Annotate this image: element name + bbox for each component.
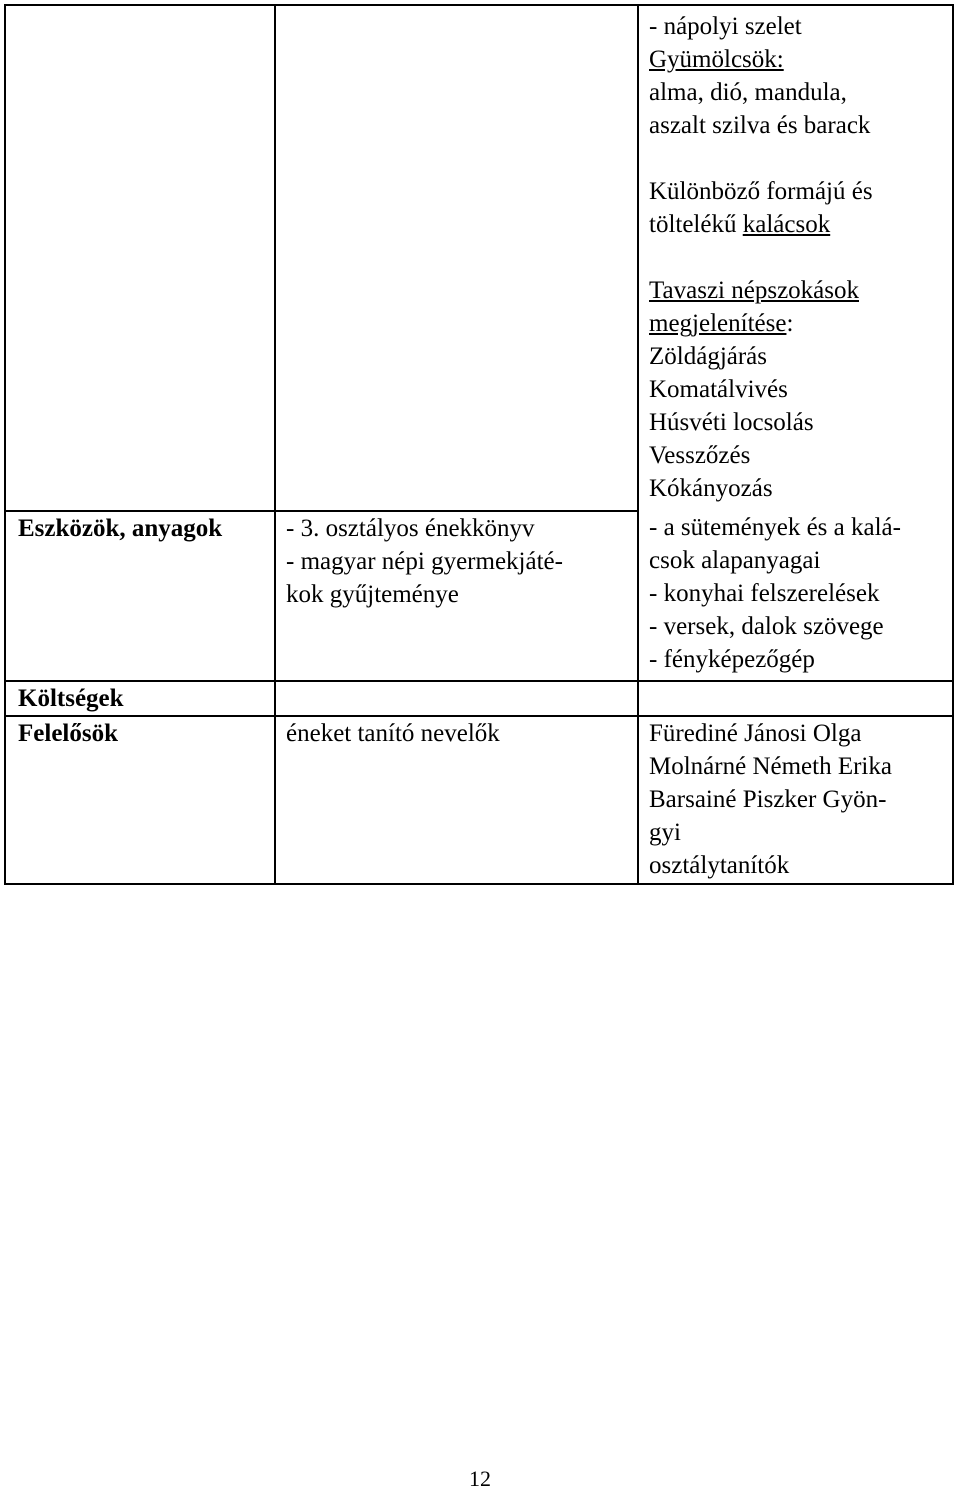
responsible-col2-cell — [275, 716, 638, 884]
responsible-person-2: Molnárné Németh Erika — [649, 753, 892, 780]
responsible-label: Felelősök — [18, 720, 118, 747]
cakes-line-2 — [649, 208, 948, 241]
tools-songbook: - 3. osztályos énekkönyv — [286, 515, 535, 542]
fruits-line-1: alma, dió, mandula, — [649, 79, 847, 106]
top-row-col3-cell — [638, 5, 953, 511]
tools-games-line-2: kok gyűjteménye — [286, 581, 459, 608]
costs-label-cell — [5, 681, 275, 716]
table-row-top — [5, 5, 953, 511]
cakes-line-1: Különböző formájú és — [649, 178, 873, 205]
top-row-label-cell — [5, 5, 275, 511]
responsible-label-cell — [5, 716, 275, 884]
fruits-line-2: aszalt szilva és barack — [649, 112, 871, 139]
tools-label: Eszközök, anyagok — [18, 515, 223, 542]
program-table — [4, 4, 954, 885]
tools-poems: - versek, dalok szövege — [649, 613, 884, 640]
responsible-class-teachers: osztálytanítók — [649, 852, 790, 879]
responsible-person-3-line-2: gyi — [649, 819, 681, 846]
custom-vesszozes: Vesszőzés — [649, 442, 751, 469]
tools-ingredients-line-1: - a sütemények és a kalá- — [649, 514, 901, 541]
costs-col3-cell — [638, 681, 953, 716]
custom-zoldagjaras: Zöldágjárás — [649, 343, 768, 370]
table-row-costs — [5, 681, 953, 716]
fruits-heading: Gyümölcsök: — [649, 46, 784, 73]
item-napolyi: - nápolyi szelet — [649, 13, 802, 40]
custom-komatalvives: Komatálvivés — [649, 376, 788, 403]
responsible-person-3-line-1: Barsainé Piszker Gyön- — [649, 786, 887, 813]
tools-kitchen: - konyhai felszerelések — [649, 580, 880, 607]
custom-husveti-locsolas: Húsvéti locsolás — [649, 409, 814, 436]
tools-label-cell — [5, 511, 275, 681]
tools-games-line-1: - magyar népi gyermekjáté- — [286, 548, 563, 575]
responsible-teachers: éneket tanító nevelők — [286, 720, 500, 747]
customs-heading-2 — [649, 307, 948, 340]
page-number: 12 — [469, 1466, 491, 1491]
customs-heading-2-text: megjelenítése — [649, 310, 787, 337]
custom-kokanyozas: Kókányozás — [649, 475, 773, 502]
tools-col3-cell — [638, 511, 953, 681]
table-row-responsible — [5, 716, 953, 884]
tools-col2-cell — [275, 511, 638, 681]
top-row-col2-cell — [275, 5, 638, 511]
costs-col2-cell — [275, 681, 638, 716]
tools-camera: - fényképezőgép — [649, 646, 815, 673]
tools-ingredients-line-2: csok alapanyagai — [649, 547, 821, 574]
customs-heading-1: Tavaszi népszokások — [649, 277, 859, 304]
responsible-person-1: Fürediné Jánosi Olga — [649, 720, 862, 747]
customs-heading-2-colon: : — [786, 310, 794, 337]
costs-label: Költségek — [18, 685, 124, 712]
cakes-line-2-underlined: kalácsok — [742, 211, 831, 238]
responsible-col3-cell — [638, 716, 953, 884]
table-row-tools — [5, 511, 953, 681]
cakes-line-2-prefix: töltelékű — [649, 211, 743, 238]
